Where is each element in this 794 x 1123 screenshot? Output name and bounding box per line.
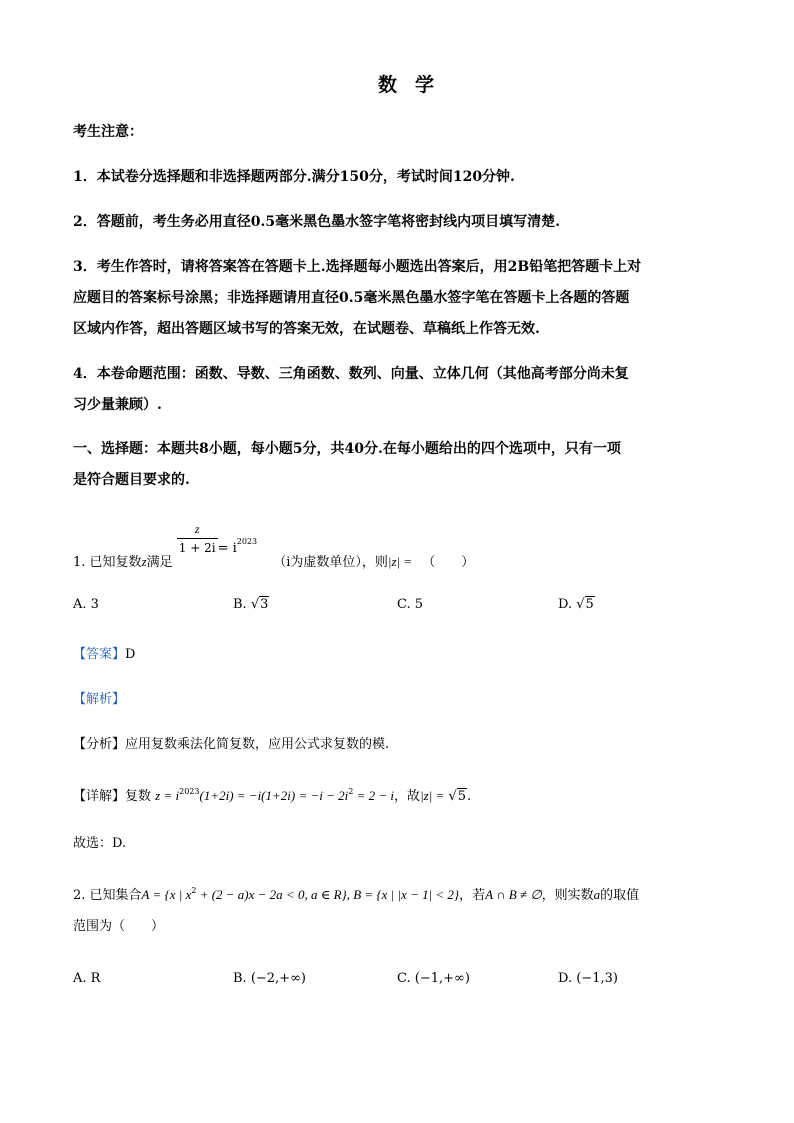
analysis-tag: 【解析】 [73, 692, 126, 707]
q1-fraction [177, 520, 218, 557]
q2-option-c: C. (−1,+∞) [397, 971, 470, 986]
q1-blank: （ ） [422, 555, 475, 570]
notice-item-1: 1．本试卷分选择题和非选择题两部分.满分150分，考试时间120分钟. [73, 169, 515, 185]
q1-option-b-label: B. [233, 597, 247, 612]
answer-tag: 【答案】 [73, 647, 126, 662]
q1-var-z: z [141, 554, 147, 569]
fenxi-text: 应用复数乘法化简复数，应用公式求复数的模. [125, 737, 390, 752]
sqrt-icon: √5 [576, 597, 594, 612]
detail-expr-2: (1+2i) = −i(1+2i) = −i − 2i [199, 788, 349, 803]
q2-cond: A ∩ B ≠ ∅ [485, 887, 542, 902]
notice-item-4-line-1: 4．本卷命题范围：函数、导数、三角函数、数列、向量、立体几何（其他高考部分尚未复 [73, 366, 629, 382]
q1-prefix: 1. 已知复数 [73, 555, 142, 570]
q1-option-d-radicand: 5 [585, 597, 594, 612]
q1-mid: 满足 [146, 555, 173, 570]
q2-line-2: 范围为（ ） [73, 919, 165, 934]
notice-heading: 考生注意： [73, 124, 143, 140]
q1-option-a: A. 3 [73, 597, 99, 612]
detail-tag: 【详解】 [73, 789, 126, 804]
detail-abs: |z| = [420, 788, 445, 803]
q2-tail-2: 的取值 [600, 888, 640, 903]
q2-set-a: A = {x | x [141, 887, 192, 902]
q1-option-c: C. 5 [397, 597, 424, 612]
detail-exp-2: 2 [348, 787, 354, 796]
q2-option-a: A. R [73, 971, 101, 986]
q1-answer [73, 646, 135, 664]
q1-detail [73, 783, 471, 806]
q1-paren: （i为虚数单位），则 [273, 555, 388, 570]
q2-tail: ，则实数 [541, 888, 594, 903]
page-title: 数学 [378, 74, 453, 96]
notice-item-3-line-3: 区域内作答，超出答题区域书写的答案无效，在试题卷、草稿纸上作答无效. [73, 321, 540, 337]
q2-option-b: B. (−2,+∞) [233, 971, 306, 986]
detail-expr-1: z = i [155, 788, 180, 803]
q1-conclusion: 故选：D. [73, 836, 127, 851]
q2-set-a-exp: 2 [191, 886, 197, 895]
section-heading-line-2: 是符合题目要求的. [73, 472, 190, 488]
notice-item-2: 2．答题前，考生务必用直径0.5毫米黑色墨水签字笔将密封线内项目填写清楚. [73, 214, 560, 230]
q1-frac-den: 1 + 2i [177, 538, 218, 557]
detail-mid: ，故 [394, 789, 421, 804]
section-heading-line-1: 一、选择题：本题共8小题，每小题5分，共40分.在每小题给出的四个选项中，只有一项 [73, 441, 621, 457]
notice-item-3-line-1: 3．考生作答时，请将答案答在答题卡上.选择题每小题选出答案后，用2B铅笔把答题卡上对 [73, 259, 642, 275]
q1-abs: |z| = [387, 554, 413, 569]
sqrt-icon: √3 [250, 597, 269, 612]
notice-item-4-line-2: 习少量兼顾）. [73, 397, 162, 413]
q1-rhs-exp: 2023 [236, 537, 258, 546]
q1-rhs: = i [217, 541, 237, 556]
question-2 [73, 882, 639, 905]
detail-sqrt: 5 [457, 789, 467, 804]
detail-expr-3: = 2 − i [353, 788, 395, 803]
notice-item-3-line-2: 应题目的答案标号涂黑；非选择题请用直径0.5毫米黑色墨水签字笔在答题卡上各题的答题 [73, 290, 630, 306]
q2-option-d: D. (−1,3) [558, 971, 618, 986]
sqrt-icon: √5 [448, 789, 467, 804]
q2-mid: ，若 [459, 888, 486, 903]
detail-prefix: 复数 [125, 789, 152, 804]
q1-option-d-label: D. [558, 597, 573, 612]
q1-fenxi [73, 736, 389, 754]
q2-set-a-rest: + (2 − a)x − 2a < 0, a ∈ R}, B = {x | |x − 1| < 2} [196, 887, 460, 902]
q1-frac-num: z [194, 522, 200, 536]
q1-option-b [233, 596, 269, 614]
fenxi-tag: 【分析】 [73, 737, 126, 752]
q2-var-a: a [593, 887, 601, 902]
detail-exp-1: 2023 [179, 787, 200, 796]
q1-option-d [558, 596, 595, 614]
question-1 [73, 520, 474, 572]
q1-option-b-radicand: 3 [260, 597, 269, 612]
detail-end: . [467, 789, 472, 804]
answer-value: D [125, 647, 136, 662]
q2-prefix: 2. 已知集合 [73, 888, 142, 903]
